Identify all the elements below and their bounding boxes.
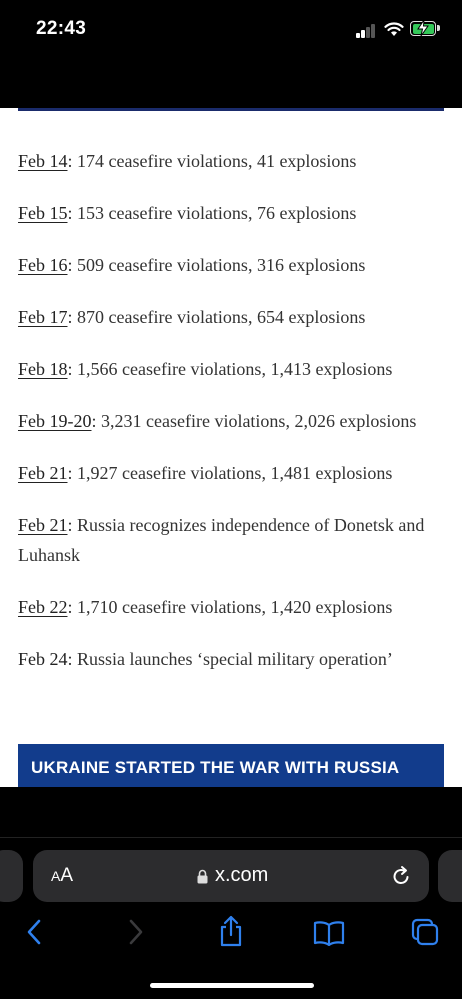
headline-banner — [18, 744, 444, 787]
next-tab-preview[interactable] — [438, 850, 462, 902]
safari-toolbar — [0, 787, 462, 999]
header-divider — [18, 108, 444, 111]
entry-text: : 3,231 ceasefire violations, 2,026 explosions — [91, 411, 417, 431]
timeline-entry — [18, 198, 448, 228]
date-link[interactable]: Feb 17 — [18, 307, 68, 327]
back-icon[interactable] — [24, 918, 46, 946]
status-bar — [0, 0, 462, 60]
entry-text: : Russia launches ‘special military operation’ — [67, 649, 393, 669]
date-link[interactable]: Feb 16 — [18, 255, 68, 275]
entry-text: : 1,710 ceasefire violations, 1,420 explosions — [67, 597, 393, 617]
timeline-entry — [18, 354, 448, 384]
timeline-entry — [18, 406, 448, 436]
toolbar-divider — [0, 837, 462, 838]
timeline-entry — [18, 592, 448, 622]
timeline-entry — [18, 644, 448, 674]
entry-text: : 174 ceasefire violations, 41 explosions — [67, 151, 357, 171]
entry-text: : 870 ceasefire violations, 654 explosions — [67, 307, 366, 327]
timeline-entry — [18, 510, 448, 570]
date-link[interactable]: Feb 21 — [18, 463, 68, 483]
entry-text: : 1,566 ceasefire violations, 1,413 explosions — [67, 359, 393, 379]
timeline-entry — [18, 302, 448, 332]
date-link[interactable]: Feb 21 — [18, 515, 68, 535]
wifi-icon — [384, 21, 404, 37]
tabs-icon[interactable] — [410, 917, 440, 947]
timeline-entry — [18, 146, 448, 176]
home-indicator — [150, 983, 314, 988]
date-label: Feb 24 — [18, 649, 68, 669]
entry-text: : 153 ceasefire violations, 76 explosions — [67, 203, 357, 223]
headline-banner-text: UKRAINE STARTED THE WAR WITH RUSSIA — [31, 758, 400, 777]
date-link[interactable]: Feb 14 — [18, 151, 68, 171]
entry-text: : Russia recognizes independence of Donetsk and Luhansk — [18, 515, 425, 565]
entry-text: : 1,927 ceasefire violations, 1,481 explosions — [67, 463, 393, 483]
previous-tab-preview[interactable] — [0, 850, 23, 902]
share-icon[interactable] — [217, 915, 245, 947]
address-bar[interactable] — [33, 850, 429, 902]
bookmarks-icon[interactable] — [313, 920, 345, 946]
battery-tip — [437, 25, 440, 31]
date-link[interactable]: Feb 18 — [18, 359, 68, 379]
cellular-signal-icon — [356, 24, 378, 38]
web-page-content[interactable] — [0, 108, 462, 787]
lock-icon — [196, 869, 209, 884]
date-link[interactable]: Feb 15 — [18, 203, 68, 223]
url-text[interactable]: x.com — [215, 864, 269, 886]
entry-text: : 509 ceasefire violations, 316 explosions — [67, 255, 366, 275]
date-link[interactable]: Feb 22 — [18, 597, 68, 617]
timeline-entry — [18, 250, 448, 280]
battery-charging-icon — [410, 21, 436, 36]
forward-icon[interactable] — [124, 918, 146, 946]
reload-icon[interactable] — [390, 865, 412, 887]
status-time: 22:43 — [36, 18, 87, 39]
page-settings-button[interactable]: AA — [51, 865, 74, 886]
timeline-list — [18, 146, 448, 696]
date-link[interactable]: Feb 19-20 — [18, 411, 92, 431]
timeline-entry — [18, 458, 448, 488]
